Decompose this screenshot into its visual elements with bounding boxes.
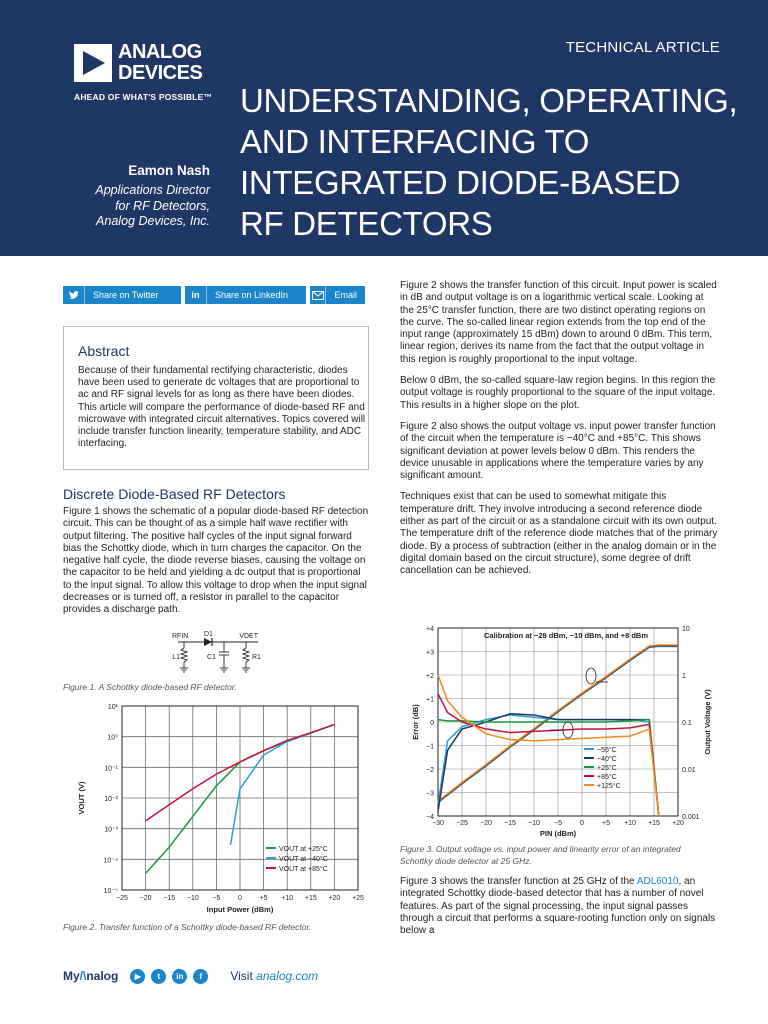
- abstract-text: Because of their fundamental rectifying characteristic, diodes have been used to generate dc voltages that are proportional to ac and RF signal levels for as long as there have been diodes. This article will compare the performance of diode-based RF and microwave with integrated circuit alternatives. Topics covered will include transfer function linearity, temperature stability, and ADC interfacing.: [78, 365, 366, 450]
- x-tick-label: −30: [432, 820, 444, 827]
- y-tick-label-right: 0.01: [682, 767, 696, 774]
- logo-tagline: AHEAD OF WHAT'S POSSIBLE™: [74, 92, 213, 102]
- y-tick-label-left: −2: [426, 767, 434, 774]
- section-paragraph: Figure 1 shows the schematic of a popular diode-based RF detection circuit. This can be thought of as a simple half wave rectifier with output filtering. The positive half cycles of the input signal forward bias the Schottky diode, which in turn charges the capacitor. On the negative half cycle, the diode reverse biases, causing the voltage on the capacitor to be held and yielding a dc output that is proportional to the input signal. To allow this voltage to drop when the input signal decreases or is turned off, a resistor in parallel to the capacitor provides a discharge path.: [63, 506, 369, 616]
- y-tick-label-left: +1: [426, 696, 434, 704]
- schottky-detector-schematic: [170, 630, 270, 676]
- label-vdet: VDET: [239, 633, 258, 640]
- x-tick-label: −20: [480, 820, 492, 827]
- y-tick-label-left: +2: [426, 673, 434, 680]
- legend-label: −55°C: [597, 747, 617, 754]
- x-tick-label: +5: [259, 895, 268, 902]
- legend-label: VOUT at −40°C: [279, 856, 328, 863]
- share-linkedin-button[interactable]: [185, 286, 306, 304]
- abstract-heading: Abstract: [78, 343, 130, 359]
- paragraph: Below 0 dBm, the so-called square-law region begins. In this region the output voltage is roughly proportional to the square of the input voltage. This results in a higher slope on the plot.: [400, 375, 716, 411]
- myanalog-logo[interactable]: My/\nalog: [63, 969, 119, 983]
- header-banner: [0, 0, 768, 256]
- y-axis-label-right: Output Voltage (V): [703, 689, 712, 755]
- right-column-bottom: Figure 3 shows the transfer function at 25 GHz of the ADL6010, an integrated Schottky diode-based detector that has a number of novel features. As part of the signal processing, the input signal passes through a circuit that performs a square-rooting function only on signals below a: [400, 876, 716, 937]
- y-tick-label: 10⁰: [107, 734, 118, 742]
- twitter-icon[interactable]: t: [151, 969, 166, 984]
- article-title: UNDERSTANDING, OPERATING, AND INTERFACING TO INTEGRATED DIODE-BASED RF DETECTORS: [240, 82, 738, 242]
- y-tick-label-left: 0: [430, 720, 434, 727]
- author-role: Applications Director for RF Detectors, Analog Devices, Inc.: [95, 183, 210, 228]
- x-tick-label: −20: [139, 895, 152, 902]
- x-tick-label: +20: [672, 820, 684, 827]
- x-tick-label: −15: [163, 895, 176, 902]
- y-tick-label: 10⁻²: [104, 796, 118, 803]
- share-bar: [63, 286, 369, 304]
- abstract-box: [63, 326, 369, 470]
- adl6010-link[interactable]: ADL6010: [636, 876, 679, 887]
- x-tick-label: −10: [186, 895, 199, 902]
- x-tick-label: +25: [352, 895, 364, 902]
- youtube-icon[interactable]: ▶: [130, 969, 145, 984]
- paragraph: Figure 2 shows the transfer function of this circuit. Input power is scaled in dB and output voltage is on a logarithmic vertical scale. Looking at the 25°C transfer function, there are two distinct operating regions on the curve. The so-called linear region extends from the top end of the input range (approximately 15 dBm) down to around 0 dBm. This term, linear region, derives its name from the fact that the output voltage in this region is roughly proportional to the input voltage.: [400, 280, 717, 365]
- footer: [63, 966, 318, 986]
- calibration-annotation: Calibration at −28 dBm, −10 dBm, and +8 dBm: [484, 631, 649, 640]
- figure2-chart: [70, 696, 370, 918]
- share-email-button[interactable]: [310, 286, 365, 304]
- visit-analog-link[interactable]: Visit analog.com: [230, 969, 319, 983]
- legend-label: +25°C: [597, 765, 617, 772]
- x-tick-label: +10: [624, 820, 636, 827]
- x-tick-label: +15: [648, 820, 660, 827]
- y-tick-label-right: 0.001: [682, 814, 700, 821]
- label-rfin: RFIN: [172, 633, 189, 640]
- x-tick-label: 0: [238, 895, 242, 902]
- legend-label: +85°C: [597, 774, 617, 781]
- linkedin-icon: in: [185, 286, 207, 304]
- logo-triangle-icon: [74, 44, 112, 82]
- y-tick-label-right: 1: [682, 673, 686, 680]
- x-tick-label: −10: [528, 820, 540, 827]
- y-tick-label-left: −4: [426, 814, 434, 821]
- y-tick-label: 10⁻⁵: [103, 888, 118, 895]
- article-type-label: TECHNICAL ARTICLE: [565, 39, 720, 56]
- share-email-label: Email: [334, 290, 357, 300]
- y-tick-label-right: 0.1: [682, 720, 692, 727]
- share-twitter-label: Share on Twitter: [93, 290, 159, 300]
- author-name: Eamon Nash: [128, 163, 210, 178]
- error-line-2: [438, 720, 659, 816]
- logo-wordmark: ANALOG DEVICES: [118, 41, 203, 84]
- figure3-caption: Figure 3. Output voltage vs. input power and linearity error of an integrated Schottky diode detector at 25 GHz.: [400, 844, 681, 866]
- x-tick-label: −5: [554, 820, 562, 827]
- share-twitter-button[interactable]: [63, 286, 181, 304]
- figure3-chart: [398, 620, 720, 842]
- figure2-caption: Figure 2. Transfer function of a Schottky diode-based RF detector.: [63, 922, 312, 932]
- right-axis-indicator: [586, 668, 596, 684]
- label-d1: D1: [204, 631, 213, 638]
- x-axis-label: Input Power (dBm): [206, 905, 274, 914]
- x-tick-label: +20: [328, 895, 341, 902]
- share-linkedin-label: Share on LinkedIn: [215, 290, 289, 300]
- y-tick-label: 10⁻³: [104, 826, 118, 834]
- x-tick-label: +15: [304, 895, 317, 902]
- y-axis-label-left: Error (dB): [411, 704, 420, 740]
- twitter-icon: [63, 286, 85, 304]
- error-line-1: [438, 714, 659, 816]
- y-tick-label-left: −1: [426, 743, 434, 751]
- diode-symbol: [204, 638, 212, 646]
- section-heading: Discrete Diode-Based RF Detectors: [63, 486, 286, 502]
- x-tick-label: 0: [580, 820, 584, 827]
- y-tick-label: 10⁻⁴: [103, 857, 118, 865]
- x-axis-label: PIN (dBm): [539, 829, 577, 838]
- figure1-caption: Figure 1. A Schottky diode-based RF detector.: [63, 682, 237, 692]
- y-axis-label: VOUT (V): [77, 781, 86, 815]
- legend-label: VOUT at +25°C: [279, 846, 328, 853]
- x-tick-label: +5: [602, 820, 610, 827]
- y-tick-label-left: +4: [426, 626, 434, 633]
- label-c1: C1: [207, 654, 216, 661]
- x-tick-label: −25: [116, 895, 128, 902]
- linkedin-icon[interactable]: in: [172, 969, 187, 984]
- paragraph: Figure 2 also shows the output voltage vs. input power transfer function of the circuit when the temperature is −40°C and +85°C. This shows significant deviation at power levels below 0 dBm. This renders the device unusable in applications where the temperature varies by any significant amount.: [400, 420, 716, 482]
- x-tick-label: +10: [281, 895, 294, 902]
- legend-label: VOUT at +85°C: [279, 866, 328, 873]
- analog-devices-logo[interactable]: [74, 40, 234, 104]
- legend-label: −40°C: [597, 756, 617, 763]
- paragraph: Techniques exist that can be used to somewhat mitigate this temperature drift. They involve introducing a second reference diode either as part of the circuit or as a standalone circuit with its own output. The temperature drift of the reference diode matches that of the primary diode. By a process of subtraction (either in the analog domain or in the digital domain based on the circuit structure), some degree of drift cancellation can be achieved.: [400, 491, 718, 577]
- circuit-wires: [178, 642, 258, 672]
- facebook-icon[interactable]: f: [193, 969, 208, 984]
- y-tick-label-left: +3: [426, 649, 434, 657]
- label-l1: L1: [172, 654, 180, 661]
- x-tick-label: −25: [456, 820, 468, 827]
- label-r1: R1: [252, 654, 261, 661]
- right-column: [400, 280, 720, 587]
- y-tick-label-left: −3: [426, 790, 434, 798]
- x-tick-label: −15: [504, 820, 516, 827]
- x-tick-label: −5: [212, 895, 221, 902]
- y-tick-label-right: 10: [682, 626, 690, 633]
- legend-label: +125°C: [597, 783, 621, 790]
- error-line-3: [438, 694, 659, 816]
- email-icon: [310, 286, 326, 304]
- y-tick-label: 10⁻¹: [104, 765, 118, 773]
- y-tick-label: 10¹: [107, 704, 118, 711]
